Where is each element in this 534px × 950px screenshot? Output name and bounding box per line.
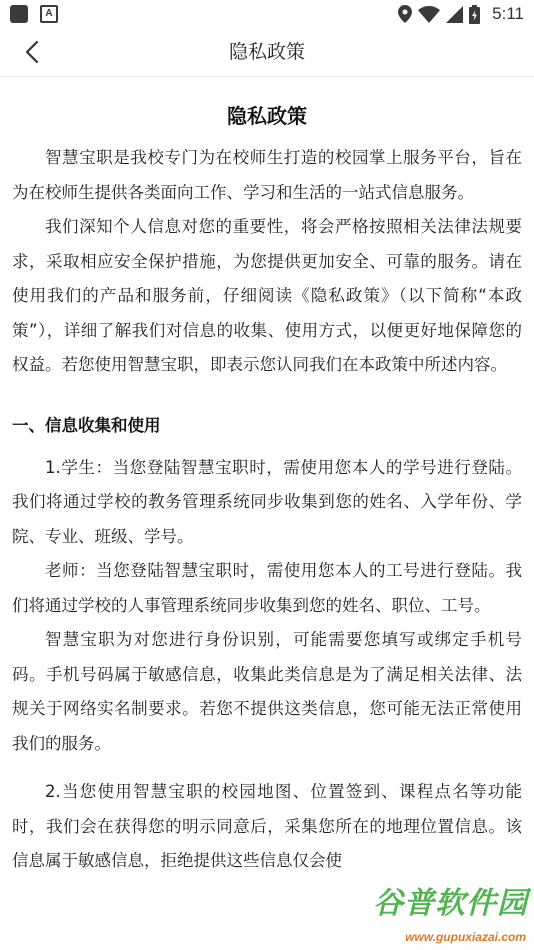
navigation-bar [0, 28, 534, 77]
status-bar [0, 0, 534, 28]
app-icon [10, 5, 28, 23]
status-bar-left [10, 5, 58, 23]
section-heading-info-collection: 一、信息收集和使用 [12, 415, 161, 435]
signal-icon [446, 6, 463, 23]
section1-paragraph-4: 2.当您使用智慧宝职的校园地图、位置签到、课程点名等功能时，我们会在获得您的明示同意后，采集您所在的地理位置信息。该信息属于敏感信息，拒绝提供这些信息仅会使 [12, 782, 522, 870]
paragraph-gap [0, 761, 534, 775]
battery-charging-icon [469, 5, 480, 24]
watermark-url: www.gupuxiazai.com [405, 930, 526, 944]
location-icon [398, 5, 412, 23]
section1-paragraph-2: 老师：当您登陆智慧宝职时，需使用您本人的工号进行登陆。我们将通过学校的人事管理系统同步收集到您的姓名、职位、工号。 [12, 561, 522, 615]
section1-paragraph-3: 智慧宝职为对您进行身份识别，可能需要您填写或绑定手机号码。手机号码属于敏感信息，收集此类信息是为了满足相关法律、法规关于网络实名制要求。若您不提供这类信息，您可能无法正常使用我们的服务。 [12, 630, 522, 753]
wifi-icon [418, 6, 440, 23]
page-title: 隐私政策 [228, 41, 305, 63]
back-button[interactable] [16, 36, 48, 68]
document-title: 隐私政策 [227, 104, 307, 128]
notification-a-icon: A [40, 5, 58, 23]
intro-paragraph-1: 智慧宝职是我校专门为在校师生打造的校园掌上服务平台，旨在为在校师生提供各类面向工作、学习和生活的一站式信息服务。 [12, 148, 522, 202]
policy-content[interactable] [0, 77, 534, 950]
section1-paragraph-1: 1.学生：当您登陆智慧宝职时，需使用您本人的学号进行登陆。我们将通过学校的教务管理系统同步收集到您的姓名、入学年份、学院、专业、班级、学号。 [12, 457, 522, 546]
watermark-brand: 谷普软件园 [373, 886, 528, 921]
chevron-left-icon [24, 40, 40, 64]
status-time: 5:11 [492, 4, 524, 23]
intro-paragraph-2: 我们深知个人信息对您的重要性，将会严格按照相关法律法规要求，采取相应安全保护措施，为您提供更加安全、可靠的服务。请在使用我们的产品和服务前，仔细阅读《隐私政策》（以下简称“本政策”），详细了解我们对信息的收集、使用方式，以便更好地保障您的权益。若您使用智慧宝职，即表示您认同我们在本政策中所述内容。 [12, 217, 522, 374]
status-bar-right [398, 3, 524, 25]
